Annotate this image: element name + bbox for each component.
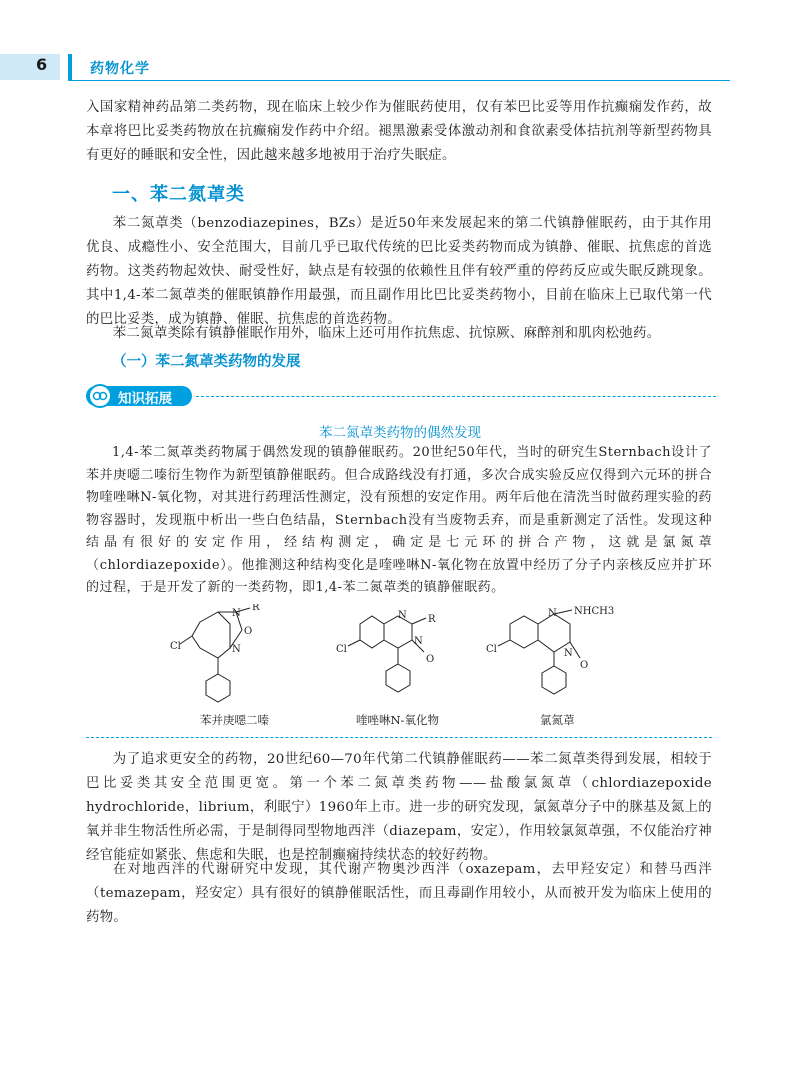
structure-n-label: N — [232, 644, 241, 655]
structure-quinazoline-n-oxide — [336, 610, 436, 692]
header-accent-bar — [68, 54, 72, 80]
book-title: 药物化学 — [90, 61, 150, 77]
page-number: 6 — [36, 55, 48, 74]
structure-n-label: N — [564, 648, 573, 659]
structure-r-label: R — [252, 604, 260, 613]
structure-cl-label: Cl — [486, 644, 497, 655]
knowledge-box-top-rule — [196, 396, 716, 397]
structure-cl-label: Cl — [336, 644, 347, 655]
structure-benzoxadiazepine — [170, 604, 260, 702]
structure-name: 苯并庚噁二嗪 — [200, 713, 269, 727]
structure-n-label: N — [398, 610, 407, 621]
structure-name: 喹唑啉N-氧化物 — [356, 713, 439, 727]
structure-o-label: O — [244, 626, 253, 637]
structure-cl-label: Cl — [170, 641, 181, 652]
knowledge-box-title: 苯二氮䓬类药物的偶然发现 — [319, 425, 481, 441]
chemical-structures-figure — [170, 604, 640, 712]
section-heading: 一、苯二氮䓬类 — [112, 184, 245, 205]
structure-name: 氯氮䓬 — [540, 713, 575, 727]
subsection-heading: （一）苯二氮䓬类药物的发展 — [112, 353, 301, 370]
structure-n-label: N — [414, 636, 423, 647]
closing-paragraph: 为了追求更安全的药物，20世纪60—70年代第二代镇静催眠药——苯二氮䓬类得到发展，相较于巴比妥类其安全范围更宽。第一个苯二氮䓬类药物——盐酸氯氮䓬（chlordiazepoxide hydrochloride，librium，利眠宁）1960年上市。进一步的研究发现，氯氮䓬分子中的脒基及氮上的氧并非生物活性所必需，于是制得同型物地西泮（diazepam，安定），作用较氯氮䓬强，不仅能治疗神经官能症如紧张、焦虑和失眠，也是控制癫痫持续状态的较好药物。 — [86, 752, 712, 863]
structure-r-label: NHCH3 — [574, 606, 615, 617]
structure-n-label: N — [232, 608, 241, 619]
knowledge-box-body: 1,4-苯二氮䓬类药物属于偶然发现的镇静催眠药。20世纪50年代，当时的研究生Sternbach设计了苯并庚噁二嗪衍生物作为新型镇静催眠药。但合成路线没有打通，多次合成实验反应仅得到六元环的拼合物喹唑啉N-氧化物，对其进行药理活性测定，没有预想的安定作用。两年后他在清洗当时做药理实验的药物容器时，发现瓶中析出一些白色结晶，Sternbach没有当废物丢弃，而是重新测定了活性。发现这种结晶有很好的安定作用，经结构测定，确定是七元环的拼合产物，这就是氯氮䓬（chlordiazepoxide）。他推测这种结构变化是喹唑啉N-氧化物在放置中经历了分子内亲核反应并扩环的过程，于是开发了新的一类药物，即1,4-苯二氮䓬类的镇静催眠药。 — [86, 445, 712, 595]
header-rule — [68, 80, 730, 81]
structure-n-label: N — [548, 608, 557, 619]
closing-paragraph: 在对地西泮的代谢研究中发现，其代谢产物奥沙西泮（oxazepam，去甲羟安定）和替马西泮（temazepam，羟安定）具有很好的镇静催眠活性，而且毒副作用较小，从而被开发为临床上使用的药物。 — [86, 862, 712, 925]
section-paragraph: 苯二氮䓬类除有镇静催眠作用外，临床上还可用作抗焦虑、抗惊厥、麻醉剂和肌肉松弛药。 — [112, 326, 661, 341]
page-number-band — [0, 54, 60, 80]
intro-paragraph: 入国家精神药品第二类药物，现在临床上较少作为催眠药使用，仅有苯巴比妥等用作抗癫痫发作药，故本章将巴比妥类药物放在抗癫痫发作药中介绍。褪黑激素受体激动剂和食欲素受体拮抗剂等新型药物具有更好的睡眠和安全性，因此越来越多地被用于治疗失眠症。 — [86, 100, 712, 163]
knowledge-badge-label: 知识拓展 — [118, 391, 172, 407]
structure-o-label: O — [426, 654, 435, 665]
structure-r-label: R — [428, 614, 436, 625]
structure-chlordiazepoxide — [486, 606, 614, 694]
section-paragraph: 苯二氮䓬类（benzodiazepines，BZs）是近50年来发展起来的第二代镇静催眠药，由于其作用优良、成瘾性小、安全范围大，目前几乎已取代传统的巴比妥类药物而成为镇静、催眠、抗焦虑的首选药物。这类药物起效快、耐受性好，缺点是有较强的依赖性且伴有较严重的停药反应或失眠反跳现象。其中1,4-苯二氮䓬类的催眠镇静作用最强，而且副作用比巴比妥类药物小，目前在临床上已取代第一代的巴比妥类，成为镇静、催眠、抗焦虑的首选药物。 — [86, 216, 712, 327]
knowledge-icon — [88, 384, 112, 408]
knowledge-box-bottom-rule — [86, 737, 712, 738]
structure-o-label: O — [580, 660, 589, 671]
